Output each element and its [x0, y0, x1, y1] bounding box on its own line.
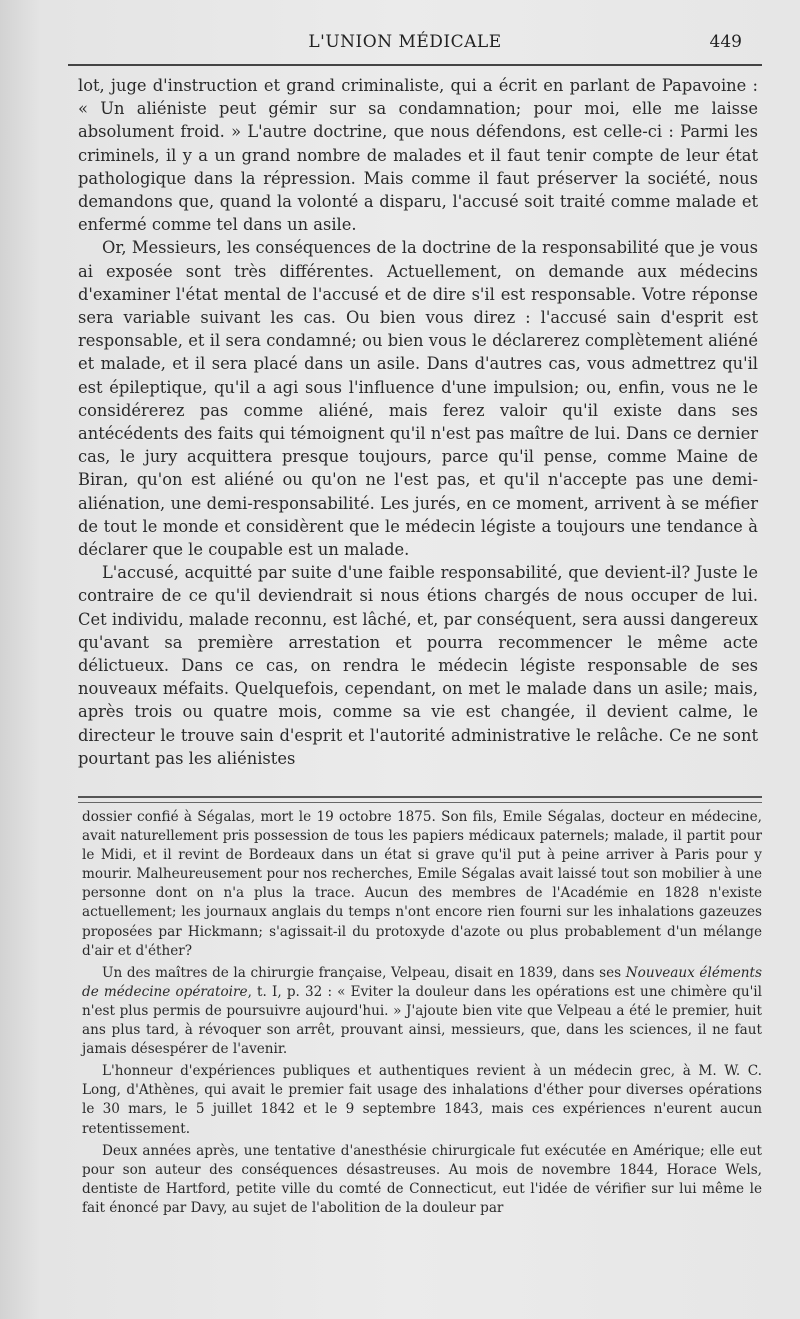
footnote-paragraph: [82, 964, 762, 1059]
footnote-text: Un des maîtres de la chirurgie française, Velpeau, disait en 1839, dans ses: [102, 964, 626, 981]
book-title: Nouveaux éléments de médecine opératoire: [82, 964, 762, 1000]
footnote-text: , t. I, p. 32 : « Eviter la douleur dans les opérations est une chimère qu'il n'est plus permis de poursuivre aujourd'hui. » J'ajoute bien vite que Velpeau a été le premier, huit ans plus tard, à révoquer son arrêt, prouvant ainsi, messieurs, que, dans les sciences, il ne faut jamais désespérer de l'avenir.: [82, 983, 762, 1058]
body-paragraph: L'accusé, acquitté par suite d'une faible responsabilité, que devient-il? Juste le contraire de ce qu'il deviendrait si nous étions chargés de nous occuper de lui. Cet individu, malade reconnu, est lâché, et, par conséquent, sera aussi dangereux qu'avant sa première arrestation et pourra recommencer le même acte délictueux. Dans ce cas, on rendra le médecin légiste responsable de ses nouveaux méfaits. Quelquefois, cependant, on met le malade dans un asile; mais, après trois ou quatre mois, comme sa vie est changée, il devient calme, le directeur le trouve sain d'esprit et l'autorité administrative le relâche. Ce ne sont pourtant pas les aliénistes: [78, 563, 758, 768]
body-paragraph: lot, juge d'instruction et grand criminaliste, qui a écrit en parlant de Papavoine : « Un aliéniste peut gémir sur sa condamnation; pour moi, elle me laisse absolument froid. » L'autre doctrine, que nous défendons, est celle-ci : Parmi les criminels, il y a un grand nombre de malades et il faut tenir compte de leur état pathologique dans la répression. Mais comme il faut préserver la société, nous demandons que, quand la volonté a disparu, l'accusé soit traité comme malade et enfermé comme tel dans un asile.: [78, 76, 758, 235]
body-paragraph: Or, Messieurs, les conséquences de la doctrine de la responsabilité que je vous ai exposée sont très différentes. Actuellement, on demande aux médecins d'examiner l'état mental de l'accusé et de dire s'il est responsable. Votre réponse sera variable suivant les cas. Ou bien vous direz : l'accusé sain d'esprit est responsable, et il sera condamné; ou bien vous le déclarerez complètement aliéné et malade, et il sera placé dans un asile. Dans d'autres cas, vous admettrez qu'il est épileptique, qu'il a agi sous l'influence d'une impulsion; ou, enfin, vous ne le considérerez pas comme aliéné, mais ferez valoir qu'il existe dans ses antécédents des faits qui témoignent qu'il n'est pas maître de lui. Dans ce dernier cas, le jury acquittera presque toujours, parce qu'il pense, comme Maine de Biran, qu'on est aliéné ou qu'on ne l'est pas, et qu'il n'accepte pas une demi-aliénation, une demi-responsabilité. Les jurés, en ce moment, arrivent à se méfier de tout le monde et considèrent que le médecin légiste a toujours une tendance à déclarer que le coupable est un malade.: [78, 238, 758, 560]
footnote-paragraph: Deux années après, une tentative d'anesthésie chirurgicale fut exécutée en Amérique; elle eut pour son auteur des conséquences désastreuses. Au mois de novembre 1844, Horace Wels, dentiste de Hartford, petite ville du comté de Connecticut, eut l'idée de vérifier sur lui même le fait énoncé par Davy, au sujet de l'abolition de la douleur par: [82, 1142, 762, 1216]
running-title: L'UNION MÉDICALE: [308, 32, 502, 52]
footnote-paragraph: dossier confié à Ségalas, mort le 19 octobre 1875. Son fils, Emile Ségalas, docteur en médecine, avait naturellement pris possession de tous les papiers médicaux paternels; malade, il partit pour le Midi, et il revint de Bordeaux dans un état si grave qu'il put à peine arriver à Paris pour y mourir. Malheureusement pour nos recherches, Emile Ségalas avait laissé tout son mobilier à une personne dont on n'a plus la trace. Aucun des membres de l'Académie en 1828 n'existe actuellement; les journaux anglais du temps n'ont encore rien fourni sur les inhalations gazeuzes proposées par Hickmann; s'agissait-il du protoxyde d'azote ou plus probablement d'un mélange d'air et d'éther?: [82, 809, 762, 959]
page-number: 449: [709, 32, 742, 52]
page-header: [68, 30, 742, 60]
footnote-rule: [78, 796, 762, 803]
main-text: [78, 74, 758, 770]
footnote-paragraph: L'honneur d'expériences publiques et authentiques revient à un médecin grec, à M. W. C. Long, d'Athènes, qui avait le premier fait usage des inhalations d'éther pour diverses opérations le 30 mars, le 5 juillet 1842 et le 9 septembre 1843, mais ces expériences n'eurent aucun retentissement.: [82, 1063, 762, 1137]
footnotes: [82, 808, 762, 1218]
header-rule: [68, 64, 762, 66]
